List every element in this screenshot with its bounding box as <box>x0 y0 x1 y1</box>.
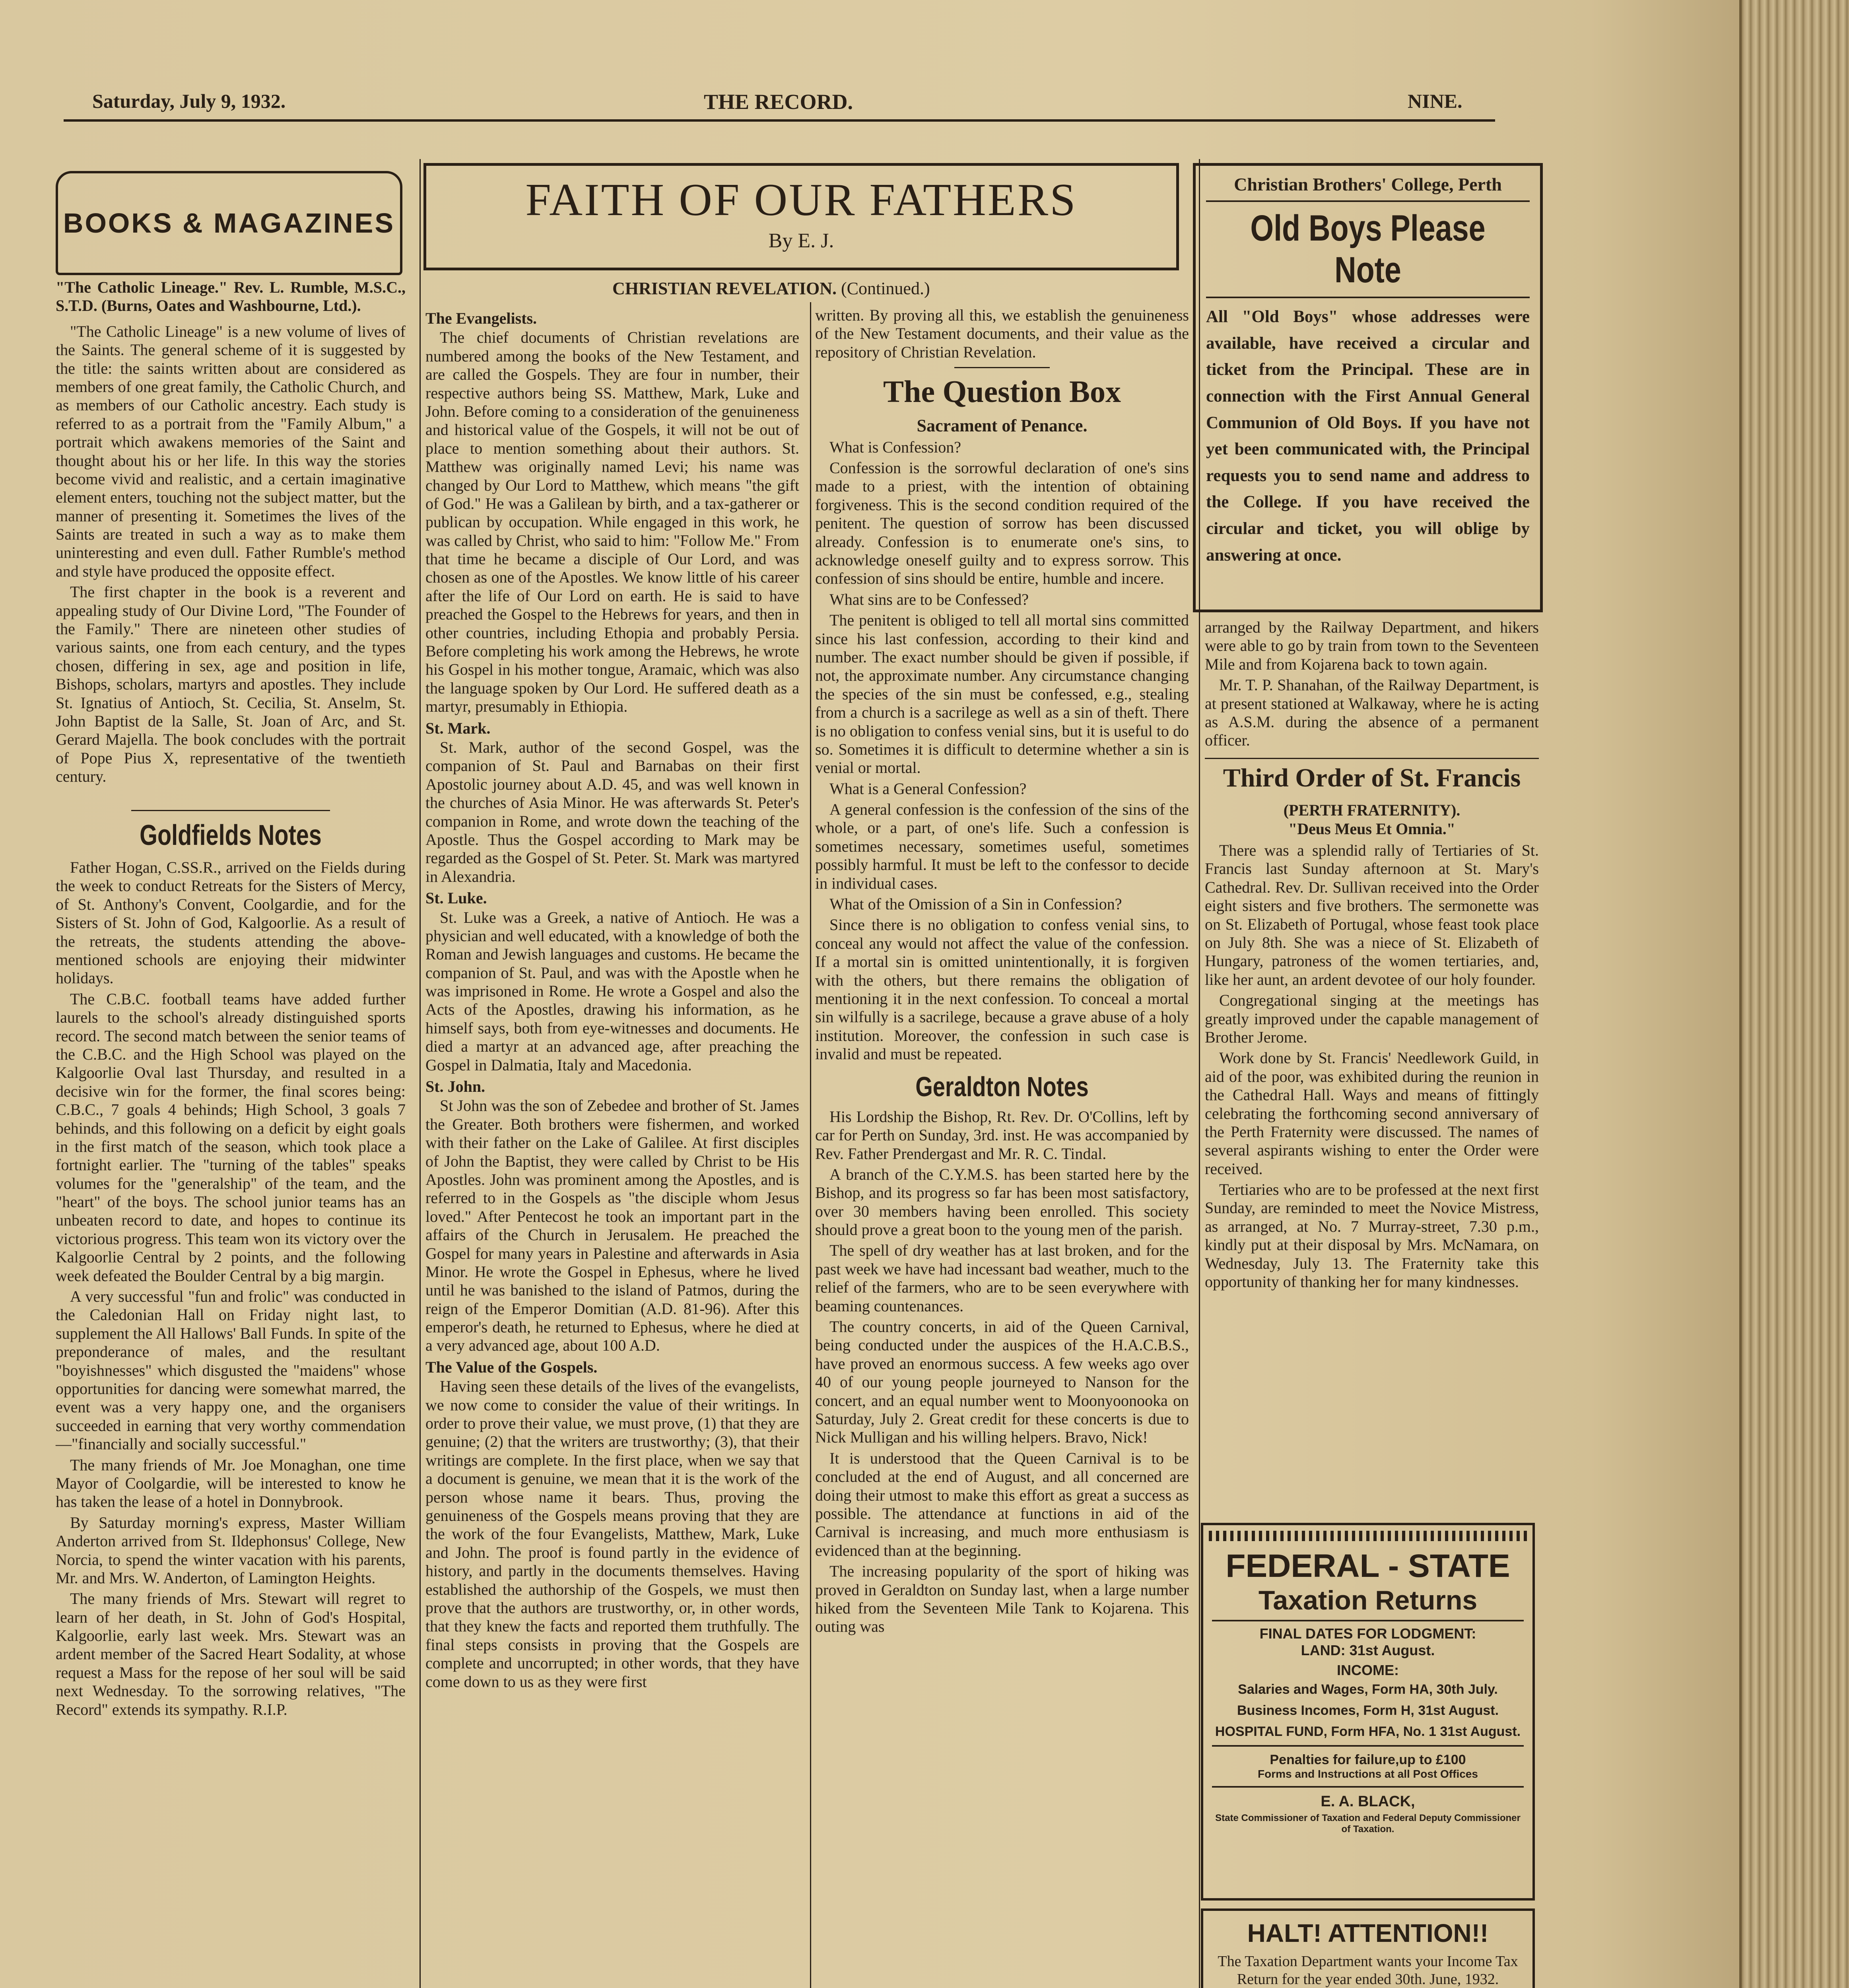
geraldton-continued: arranged by the Railway Department, and hikers were able to go by train from town to the Seventeen Mile and from Kojarena back to town again. <box>1205 618 1539 673</box>
goldfields-paragraph: The many friends of Mrs. Stewart will regret to learn of her death, in St. John of God's Hospital, Kalgoorlie, early last week. Mrs. Stewart was an ardent member of the Sacred Heart Sodality, at whose request a Mass for the repose of her soul will be said next Wednesday. To the sorrowing relatives, "The Record" extends its sympathy. R.I.P. <box>56 1590 406 1718</box>
federal-line: LAND: 31st August. <box>1301 1642 1435 1658</box>
faith-heading: The Evangelists. <box>425 309 537 327</box>
federal-line: Salaries and Wages, Form HA, 30th July. <box>1238 1682 1498 1697</box>
federal-title-1: FEDERAL - STATE <box>1226 1548 1510 1584</box>
federal-line: FINAL DATES FOR LODGMENT: <box>1259 1625 1476 1642</box>
question: What is a General Confession? <box>829 779 1027 798</box>
third-order-paragraph: There was a splendid rally of Tertiaries of St. Francis last Sunday afternoon at St. Mary's Cathedral. Rev. Dr. Sullivan received into the Order eight sisters and five brothers. The sermonette was on St. Elizabeth of Portugal, whose feast took place on July 8th. She was a niece of St. Elizabeth of Hungary, patroness of the women tertiaries, and, like her aunt, an ardent devotee of our holy founder. <box>1205 841 1539 988</box>
section-rule <box>1205 758 1539 759</box>
ad-rule <box>1212 1620 1524 1621</box>
old-boys-title: Old Boys Please Note <box>1250 208 1486 290</box>
geraldton-paragraph: A branch of the C.Y.M.S. has been started here by the Bishop, and its progress so far has been most satisfactory, over 30 members having been enrolled. This society should prove a great boon to the young men of the parish. <box>815 1165 1189 1239</box>
box-rule <box>1206 200 1530 202</box>
goldfields-paragraph: By Saturday morning's express, Master William Anderton arrived from St. Ildephonsus' College, New Norcia, to spend the winter vacation with his parents, Mr. and Mrs. W. Anderton, of Lamington Heights. <box>56 1513 406 1587</box>
third-order-paragraph: Work done by St. Francis' Needlework Guild, in aid of the poor, was exhibited during the reunion in the Cathedral Hall. Ways and means of fittingly celebrating the forthcoming second anniversary of the Perth Fraternity were discussed. The names of several aspirants wishing to enter the Order were received. <box>1205 1049 1539 1178</box>
box-rule <box>1206 297 1530 298</box>
third-order-title: Third Order of St. Francis <box>1223 763 1521 792</box>
federal-role: State Commissioner of Taxation and Federal Deputy Commissioner of Taxation. <box>1215 1813 1521 1835</box>
section-rule <box>954 367 1050 368</box>
column-3 <box>815 306 1189 1639</box>
question-box-subhead: Sacrament of Penance. <box>917 415 1088 435</box>
question: What of the Omission of a Sin in Confession? <box>829 895 1122 913</box>
faith-paragraph: The chief documents of Christian revelations are numbered among the books of the New Testament, and are called the Gospels. They are four in number, their respective authors being SS. Matthew, Mark, Luke and John. Before coming to a consideration of the genuineness and historical value of the Gospels, it will not be out of place to mention something about their authors. St. Matthew was originally named Levi; his name was changed by Our Lord to Matthew, which means "the gift of God." He was a Galilean by birth, and a tax-gatherer or publican by occupation. While engaged in this work, he was called by Christ, who said to him: "Follow Me." From that time he became a disciple of Our Lord, and was chosen as one of the Apostles. We know little of his career after the life of Our Lord on earth. He is said to have preached the Gospel to the Hebrews for years, and then in other countries, including Ethopia and probably Persia. Before completing his work among the Hebrews, he wrote his Gospel in his mother tongue, Aramaic, which was also the language spoken by Our Lord. He suffered death as a martyr, presumably in Ethiopia. <box>425 328 799 716</box>
goldfields-paragraph: The many friends of Mr. Joe Monaghan, one time Mayor of Coolgardie, will be interested to know he has taken the lease of a hotel in Donnybrook. <box>56 1456 406 1511</box>
third-order-motto: "Deus Meus Et Omnia." <box>1288 819 1455 838</box>
faith-heading: St. Luke. <box>425 889 487 907</box>
faith-continuation: written. By proving all this, we establish the genuineness of the New Testament documents, and their value as the repository of Christian Revelation. <box>815 306 1189 361</box>
federal-line: Business Incomes, Form H, 31st August. <box>1237 1703 1499 1718</box>
column-4 <box>1205 618 1539 1293</box>
geraldton-paragraph: It is understood that the Queen Carnival is to be concluded at the end of August, and all concerned are doing their utmost to make this effort as great a success as possible. The attendance at functions in aid of the Carnival is increasing, and much more enthusiasm is evidenced than at the beginning. <box>815 1449 1189 1559</box>
goldfields-paragraph: The C.B.C. football teams have added further laurels to the school's already distinguished sports record. The second match between the senior teams of the C.B.C. and the High School was played on the Kalgoorlie Oval last Thursday, and resulted in a decisive win for the former, the final scores being: C.B.C., 7 goals 4 behinds; High School, 3 goals 7 behinds, and this following on a deficit by eight goals in the first match of the season, which took place a fortnight earlier. The "turning of the tables" speaks volumes for the "generalship" of the team, and the "heart" of the boys. The school junior teams has an unbeaten record to date, and hopes to continue its victorious progress. This team won its victory over the Kalgoorlie Central by 2 points, and the following week defeated the Boulder Central by a big margin. <box>56 990 406 1285</box>
books-magazines-logo <box>56 171 402 275</box>
header-page: NINE. <box>1408 90 1462 112</box>
faith-paragraph: Having seen these details of the lives of the evangelists, we now come to consider the value of their writings. In order to prove their value, we must prove, (1) that they are genuine; (2) that the writers are trustworthy; (3), that their writings are complete. In the first place, when we say that a document is genuine, we mean that it is the work of the person whose name it bears. Thus, proving the genuineness of the Gospels means proving that they are the work of the four Evangelists, Matthew, Mark, Luke and John. The proof is found partly in the evidence of history, and partly in the documents themselves. Having established the authorship of the Gospels, we must then prove that the authors are trustworthy, or, in other words, that they knew the facts and reported them truthfully. The final steps consists in proving that the Gospels are complete and uncorrupted; in other words, that they have come down to us as they were first <box>425 1377 799 1691</box>
faith-subhead-text: CHRISTIAN REVELATION. <box>612 279 837 298</box>
faith-subhead <box>612 278 930 299</box>
header-paper: THE RECORD. <box>704 90 853 114</box>
federal-line: INCOME: <box>1337 1662 1399 1678</box>
ad-rule <box>1212 1745 1524 1747</box>
ad-border-pattern <box>1209 1531 1527 1541</box>
header-rule <box>64 119 1495 122</box>
geraldton-paragraph: The spell of dry weather has at last broken, and for the past week we have had incessant bad weather, much to the relief of the farmers, who are to be seen everywhere with beaming countenances. <box>815 1241 1189 1315</box>
federal-name: E. A. BLACK, <box>1321 1793 1415 1810</box>
section-rule <box>131 810 330 811</box>
old-boys-body: All "Old Boys" whose addresses were available, have received a circular and ticket from the Principal. These are in connection with the First Annual General Communion of Old Boys. If you have not yet been communicated with, the Principal requests you to send name and address to the College. If you have received the circular and ticket, you will oblige by answering at once. <box>1206 307 1530 565</box>
goldfields-title: Goldfields Notes <box>140 819 322 851</box>
book-review-paragraph: "The Catholic Lineage" is a new volume of lives of the Saints. The general scheme of it is suggested by the title: the saints written about are considered as members of one great family, the Catholic Church, and as members of our Catholic ancestry. Each study is referred to as a portrait from the "Family Album," a portrait which awakens memories of the Saint and thought about his or her life. In this way the stories become vivid and realistic, and a certain imaginative element enters, touching not the subject matter, but the manner of presenting it. Sometimes the lives of the Saints are treated in such a way as to make them uninteresting and even dull. Father Rumble's method and style have produced the opposite effect. <box>56 322 406 580</box>
faith-title-box <box>423 163 1179 270</box>
halt-attention-ad <box>1201 1908 1535 1988</box>
federal-line: HOSPITAL FUND, Form HFA, No. 1 31st August. <box>1215 1724 1521 1739</box>
answer: Since there is no obligation to confess venial sins, to conceal any would not affect the value of the confession. If a mortal sin is omitted unintentionally, it is forgiven with the others, but there remains the obligation of mentioning it in the next confession. To conceal a mortal sin wilfully is a sacrilege, because a grave abuse of a holy institution. Moreover, the confession in such case is invalid and must be repeated. <box>815 916 1189 1063</box>
third-order-paragraph: Tertiaries who are to be professed at the next first Sunday, are reminded to meet the Novice Mistress, as arranged, at No. 7 Murray-street, 7.30 p.m., kindly put at their disposal by Mrs. McNamara, on Wednesday, July 13. The Fraternity take this opportunity of thanking her for many kindnesses. <box>1205 1180 1539 1291</box>
ad-rule <box>1212 1786 1524 1788</box>
federal-title-2: Taxation Returns <box>1258 1585 1478 1615</box>
answer: The penitent is obliged to tell all mortal sins committed since his last confession, according to their kind and number. The exact number should be given if possible, if not, the approximate number. Any circumstance changing the species of the sin must be confessed, e.g., stealing from a church is a sacrilege as well as a sin of theft. There is no obligation to confess venial sins, but it is useful to do so. Sometimes it is difficult to determine whether a sin is venial or mortal. <box>815 611 1189 777</box>
geraldton-paragraph: The country concerts, in aid of the Queen Carnival, being conducted under the auspices of the H.A.C.B.S., have proved an enormous success. A few weeks ago over 40 of our young people journeyed to Nanson for the concert, and an equal number went to Moonyoonooka on Saturday, July 2. Great credit for these concerts is due to Nick Mulligan and his willing helpers. Bravo, Nick! <box>815 1318 1189 1446</box>
faith-heading: St. Mark. <box>425 719 491 737</box>
question: What sins are to be Confessed? <box>829 590 1029 608</box>
answer: A general confession is the confession of the sins of the whole, or a part, of one's life. Such a confession is sometimes necessary, sometimes useful, sometimes possibly harmful. It must be left to the confessor to decide in individual cases. <box>815 800 1189 892</box>
faith-heading: The Value of the Gospels. <box>425 1358 598 1376</box>
book-spine <box>1739 0 1849 1988</box>
geraldton-continued: Mr. T. P. Shanahan, of the Railway Department, is at present stationed at Walkaway, where he is acting as A.S.M. during the absence of a permanent officer. <box>1205 676 1539 749</box>
faith-paragraph: St. Luke was a Greek, a native of Antioch. He was a physician and well educated, with a knowledge of both the Roman and Jewish languages and customs. He became the companion of St. Paul, and was with the Apostle when he was imprisoned in Rome. He wrote a Gospel and also the Acts of the Apostles, drawing his information, as he himself says, both from eye-witnesses and documents. He died a martyr at an advanced age, after preaching the Gospel in Dalmatia, Italy and Macedonia. <box>425 908 799 1074</box>
geraldton-paragraph: The increasing popularity of the sport of hiking was proved in Geraldton on Sunday last, when a large number hiked from the Seventeen Mile Tank to Kojarena. This outing was <box>815 1562 1189 1636</box>
faith-paragraph: St John was the son of Zebedee and brother of St. James the Greater. Both brothers were fishermen, and worked with their father on the Lake of Galilee. At first disciples of John the Baptist, they were called by Christ to be His Apostles. John was prominent among the Apostles, and is referred to in the Gospels as "the disciple whom Jesus loved." After Pentecost he took an important part in the affairs of the Church in Jerusalem. He preached the Gospel for many years in Palestine and afterwards in Asia Minor. He wrote the Gospel in Ephesus, where he lived until he was banished to the island of Patmos, during the reign of the Emperor Domitian (A.D. 81-96). After this emperor's death, he returned to Ephesus, where he died at a very advanced age, about 100 A.D. <box>425 1097 799 1355</box>
faith-title: FAITH OF OUR FATHERS <box>525 175 1077 225</box>
faith-paragraph: St. Mark, author of the second Gospel, was the companion of St. Paul and Barnabas on their first Apostolic journey about A.D. 45, and was well known in the churches of Asia Minor. He was afterwards St. Peter's companion in Rome, and wrote down the teaching of the Apostle. Thus the Gospel according to Mark may be regarded as the Gospel of St. Peter. St. Mark was martyred in Alexandria. <box>425 738 799 885</box>
federal-line: Penalties for failure,up to £100 <box>1270 1752 1466 1767</box>
third-order-paragraph: Congregational singing at the meetings has greatly improved under the capable management of Brother Jerome. <box>1205 991 1539 1046</box>
book-review-paragraph: The first chapter in the book is a reverent and appealing study of Our Divine Lord, "The Founder of the Family." There are nineteen other studies of various saints, one from each century, and the types chosen, differing in sex, age and position in life, Bishops, scholars, martyrs and apostles. They include St. Ignatius of Antioch, St. Cecilia, St. Anselm, St. John Baptist de la Salle, St. Joan of Arc, and St. Gerard Majella. The book concludes with the portrait of Pope Pius X, representative of the twentieth century. <box>56 583 406 786</box>
faith-byline: By E. J. <box>768 229 834 252</box>
federal-state-ad <box>1201 1523 1535 1901</box>
question: What is Confession? <box>829 438 961 456</box>
header-date: Saturday, July 9, 1932. <box>92 90 286 112</box>
third-order-subhead: (PERTH FRATERNITY). <box>1283 801 1461 819</box>
answer: Confession is the sorrowful declaration of one's sins made to a priest, with the intention of obtaining forgiveness. This is the second condition required of the penitent. The question of sorrow has been discussed already. Confession is to enumerate one's sins, to acknowledge oneself guilty and to express sorrow. This confession of sins should be entire, humble and incere. <box>815 459 1189 588</box>
column-rule <box>420 159 421 1988</box>
column-1 <box>56 278 406 1721</box>
goldfields-paragraph: Father Hogan, C.SS.R., arrived on the Fields during the week to conduct Retreats for the Sisters of Mercy, of St. Anthony's Convent, Coolgardie, and for the Sisters of St. John of God, Kalgoorlie. As a result of the retreats, the students attending the above-mentioned schools are enjoying their midwinter holidays. <box>56 858 406 987</box>
goldfields-paragraph: A very successful "fun and frolic" was conducted in the Caledonian Hall on Friday night last, to supplement the All Hallows' Ball Funds. In spite of the preponderance of males, and the resultant "boyishnesses" which disgusted the "maidens" whose opportunities for dancing were somewhat marred, the event was a very happy one, and the organisers succeeded in earning that very worthy commendation—"financially and socially successful." <box>56 1287 406 1453</box>
geraldton-paragraph: His Lordship the Bishop, Rt. Rev. Dr. O'Collins, left by car for Perth on Sunday, 3rd. inst. He was accompanied by Rev. Father Prendergast and Mr. R. C. Tindal. <box>815 1107 1189 1163</box>
column-2 <box>425 306 799 1693</box>
old-boys-box <box>1193 163 1543 612</box>
geraldton-title: Geraldton Notes <box>915 1071 1089 1102</box>
federal-line: Forms and Instructions at all Post Offices <box>1258 1768 1478 1780</box>
column-rule <box>810 302 811 1988</box>
halt-body: The Taxation Department wants your Income Tax Return for the year ended 30th. June, 1932. <box>1218 1953 1518 1988</box>
old-boys-kicker: Christian Brothers' College, Perth <box>1234 174 1502 194</box>
faith-heading: St. John. <box>425 1077 486 1096</box>
faith-continued: (Continued.) <box>841 279 930 298</box>
books-magazines-logo-text: BOOKS & MAGAZINES <box>63 208 395 239</box>
book-entry-title: "The Catholic Lineage." Rev. L. Rumble, M.S.C., S.T.D. (Burns, Oates and Washbourne, Ltd.). <box>56 278 406 315</box>
question-box-title: The Question Box <box>883 374 1121 409</box>
halt-title: HALT! ATTENTION!! <box>1247 1919 1489 1947</box>
